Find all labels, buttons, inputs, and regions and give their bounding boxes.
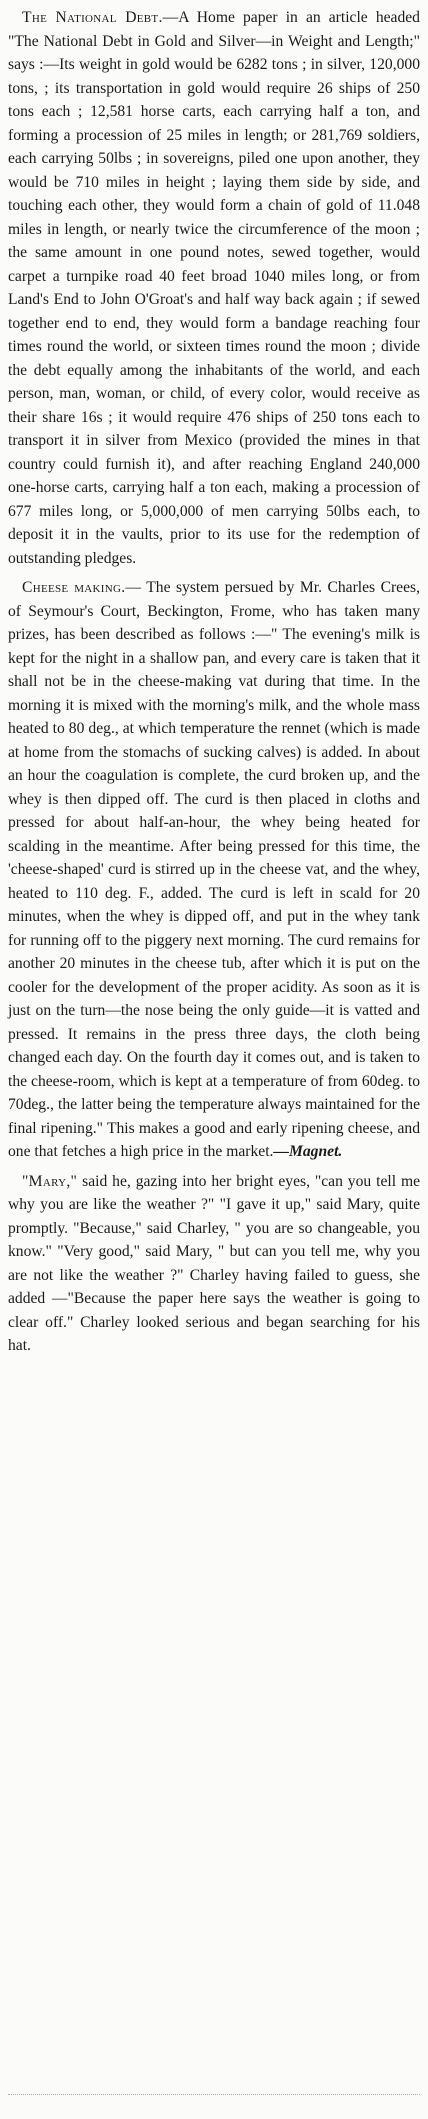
newspaper-column <box>8 6 420 1358</box>
article-source-credit: —Magnet. <box>273 1143 343 1160</box>
article-heading: Cheese making. <box>22 579 126 596</box>
article-heading: The National Debt. <box>22 9 163 26</box>
article-body-text: — The system persued by Mr. Charles Crees, of Seymour's Court, Beckington, Frome, who has taken many prizes, has been described as follows :—" The evening's milk is kept for the night in a shallow pan, and every care is taken that it shall not be in the cheese-making vat during that time. In the morning it is mixed with the morning's milk, and the whole mass heated to 80 deg., at which temperature the rennet (which is made at home from the stomachs of sucking calves) is added. In about an hour the coagulation is complete, the curd broken up, and the whey is then dipped off. The curd is then placed in cloths and pressed for about half-an-hour, the whey being heated for scalding in the meantime. After being pressed for this time, the 'cheese-shaped' curd is stirred up in the cheese vat, and the whey, heated to 110 deg. F., added. The curd is left in scald for 20 minutes, when the whey is dipped off, and put in the whey tank for running off to the piggery next morning. The curd remains for another 20 minutes in the cheese tub, after which it is put on the cooler for the development of the proper acidity. As soon as it is just on the turn—the nose being the only guide—it is vatted and pressed. It remains in the press three days, the cloth being changed each day. On the fourth day it comes out, and is taken to the cheese-room, which is kept at a temperature of from 60deg. to 70deg., the latter being the temperature always maintained for the final ripening." This makes a good and early ripening cheese, and one that fetches a high price in the market. <box>8 579 420 1160</box>
article-paragraph <box>8 1170 420 1358</box>
article-body-text: said he, gazing into her bright eyes, "can you tell me why you are like the weather ?" "I gave it up," said Mary, quite promptly. "Because," said Charley, " you are so changeable, you know." "Very good," said Mary, " but can you tell me, why you are not like the weather ?" Charley having failed to guess, she added —"Because the paper here says the weather is going to clear off." Charley looked serious and began searching for his hat. <box>8 1172 420 1354</box>
article-heading: "Mary," <box>22 1172 78 1190</box>
article-cheese-making <box>8 576 420 1164</box>
article-paragraph <box>8 576 420 1164</box>
article-mary-weather <box>8 1170 420 1358</box>
article-paragraph <box>8 6 420 570</box>
article-national-debt <box>8 6 420 570</box>
article-body-text: —A Home paper in an article headed "The National Debt in Gold and Silver—in Weight and Length;" says :—Its weight in gold would be 6282 tons ; in silver, 120,000 tons, ; its transportation in gold would require 26 ships of 250 tons each ; 12,581 horse carts, each carrying half a ton, and forming a procession of 25 miles in length; or 281,769 soldiers, each carrying 50lbs ; in sovereigns, piled one upon another, they would be 710 miles in height ; laying them side by side, and touching each other, they would form a chain of gold of 11.048 miles in length, or nearly twice the circumference of the moon ; the same amount in one pound notes, sewed together, would carpet a turnpike road 40 feet broad 1040 miles long, or from Land's End to John O'Groat's and half way back again ; if sewed together end to end, they would form a bandage reaching four times round the world, or sixteen times round the moon ; divide the debt equally among the inhabitants of the world, and each person, man, woman, or child, of every color, would receive as their share 16s ; it would require 476 ships of 250 tons each to transport it in silver from Mexico (provided the mines in that country could furnish it), and after reaching England 240,000 one-horse carts, carrying half a ton each, making a procession of 677 miles long, or 5,000,000 of men carrying 50lbs each, to deposit it in the vaults, prior to its use for the redemption of outstanding pledges. <box>8 9 420 567</box>
clipping-bottom-edge <box>8 2094 420 2098</box>
